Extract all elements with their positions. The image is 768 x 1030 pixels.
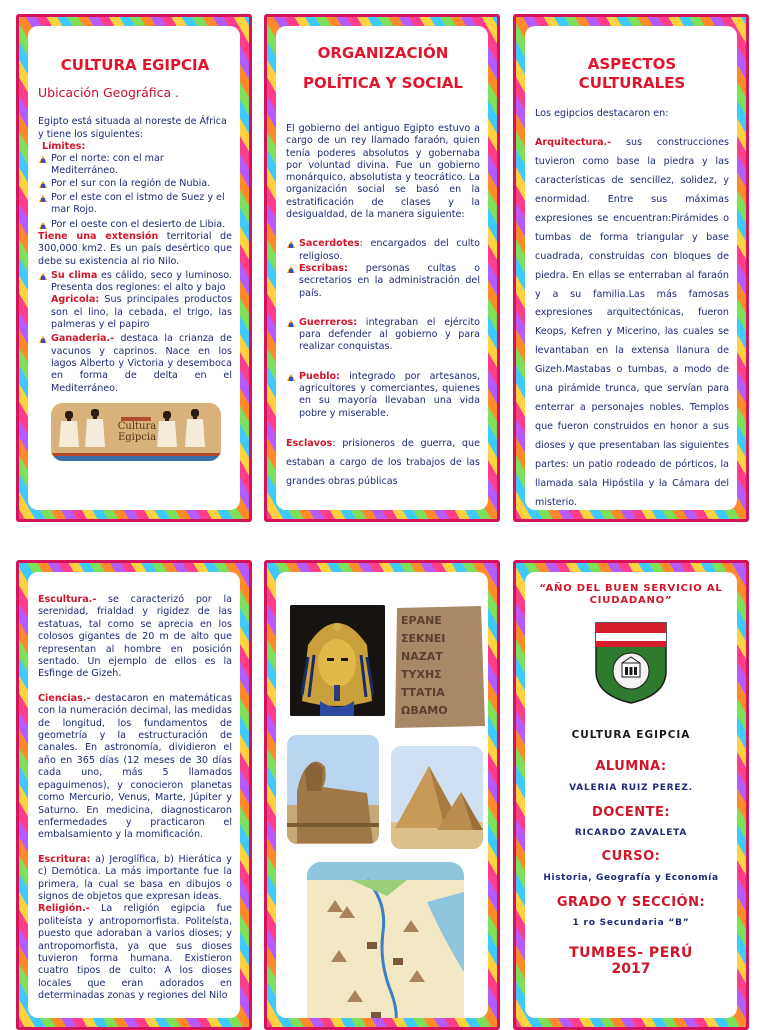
limit-item: Por el este con el istmo de Suez y el mar Rojo. <box>38 192 232 217</box>
limit-item: Por el oeste con el desierto de Libia. <box>38 219 232 231</box>
grade-label: GRADO Y SECCIÓN: <box>556 895 706 911</box>
panel-inner <box>525 26 737 510</box>
class-item <box>286 263 480 300</box>
panel-organizacion <box>264 14 500 522</box>
class-text: integrado por artesanos, agricultores y comerciantes, quienes en su mayoría llevaban una vida pobre y miserable. <box>299 370 480 419</box>
science-label: Ciencias.- <box>38 692 91 704</box>
panel-portada <box>513 560 749 1030</box>
panel-title: ASPECTOS CULTURALES <box>578 55 686 92</box>
svg-text:ΕΡΑΝΕ: ΕΡΑΝΕ <box>401 614 442 627</box>
place: TUMBES- PERÚ <box>569 944 693 961</box>
sculpture-text: se caracterizó por la serenidad, frialdad y rigidez de las estatuas, tal como se aprecia en los colosos gigantes de 20 m de alto que representan al hombre en posición sentado. Un ejemplo de ellos es la Esfinge de Gizeh. <box>38 594 232 680</box>
work-title: CULTURA EGIPCIA <box>571 729 691 741</box>
section-subtitle: Ubicación Geográfica . <box>38 85 180 100</box>
panel-ubicacion <box>16 14 252 522</box>
climate-label: Su clima <box>51 269 98 281</box>
sculpture-label: Escultura.- <box>38 594 97 605</box>
class-item <box>286 317 480 354</box>
student-label: ALUMNA: <box>595 759 667 775</box>
panel-inner <box>276 572 488 1018</box>
panel-imagenes <box>264 560 500 1030</box>
panel-content <box>38 26 232 510</box>
ganaderia-item <box>38 333 232 394</box>
motto: “AÑO DEL BUEN SERVICIO AL CIUDADANO” <box>539 583 723 606</box>
egyptian-painting-image <box>51 403 221 461</box>
climate-text: es cálido, seco y luminoso. Presenta dos regiones: el alto y bajo <box>51 269 232 294</box>
class-label: Guerreros: <box>299 316 358 328</box>
limits-label: Límites: <box>42 140 86 152</box>
religion-label: Religión.- <box>38 903 90 915</box>
class-label: Escribas: <box>299 262 348 274</box>
course-label: CURSO: <box>601 849 661 865</box>
panel-title: ORGANIZACIÓN POLÍTICA Y SOCIAL <box>303 44 463 92</box>
extension-label: Tiene una extensión <box>38 230 159 242</box>
svg-text:ΤΤΑΤΙΑ: ΤΤΑΤΙΑ <box>401 686 445 699</box>
class-label: Sacerdotes <box>299 238 360 250</box>
teacher-label: DOCENTE: <box>591 804 671 820</box>
year: 2017 <box>611 960 651 977</box>
agri-text: Sus principales productos son el lino, la cebada, el trigo, las palmeras y el papiro <box>51 294 232 331</box>
sculpture-paragraph <box>38 594 232 681</box>
slaves-text: : prisioneros de guerra, que estaban a cargo de los trabajos de las grandes obras públicas <box>286 437 480 487</box>
course-name: Historia, Geografía y Economía <box>543 872 719 883</box>
architecture-label: Arquitectura.- <box>535 137 612 149</box>
intro-text: Los egipcios destacaron en: <box>535 108 669 119</box>
climate-item <box>38 270 232 331</box>
svg-text:ΤΥΧΗΣ: ΤΥΧΗΣ <box>401 668 442 681</box>
writing-paragraph <box>38 854 232 904</box>
student-name: VALERIA RUIZ PEREZ. <box>569 782 693 793</box>
slaves-label: Esclavos <box>286 437 333 449</box>
writing-text: a) Jeroglífica, b) Hierática y c) Demótica. La más importante fue la primera, la cual se basa en dibujos o signos de objetos que expresan ideas. <box>38 853 232 902</box>
panel-aspectos <box>513 14 749 522</box>
panel-inner <box>28 572 240 1018</box>
panel-inner <box>276 26 488 510</box>
agri-label: Agricola: <box>51 294 100 306</box>
greek-inscription-stone-image <box>391 602 487 732</box>
class-text: : encargados del culto religioso. <box>299 238 480 262</box>
slaves-paragraph <box>286 434 480 491</box>
ganaderia-label: Ganaderia.- <box>51 333 115 345</box>
class-label: Pueblo: <box>299 370 340 382</box>
image-caption: Cultura Egipcia <box>117 420 157 443</box>
panel-inner <box>28 26 240 510</box>
science-paragraph <box>38 693 232 842</box>
limit-item: Por el sur con la región de Nubia. <box>38 178 232 190</box>
extension-text: territorial de 300,000 km2. Es un país desértico que debe su existencia al rio Nilo. <box>38 230 232 267</box>
panel-content <box>286 26 480 510</box>
pyramids-image <box>391 746 483 849</box>
svg-text:ΝΑΖΑΤ: ΝΑΖΑΤ <box>401 650 443 663</box>
architecture-text: sus construcciones tuvieron como base la piedra y las características de sencillez, solidez, y enormidad. Entre sus máximas expresiones se encuentran:Pirámides o tumbas de forma triangular y base cuadrada, construidas con bloques de piedra. En ellas se enterraban al faraón y a su familia.Las más famosas expresiones arquitectónicas, fueron Keops, Kefren y Micerino, las cuales se levantaban en la extensa llanura de Gizeh.Mastabas o tumbas, a modo de una pirámide trunca, que servían para enterrar a personajes nobles. Templos que fueron construidos en honor a sus dioses y que presentaban las siguientes partes: un patio rodeado de pórticos, la llamada sala Hipóstila y la Cámara del misterio. <box>535 137 729 508</box>
panel-title: CULTURA EGIPCIA <box>60 56 210 74</box>
tutankhamun-mask-image <box>290 605 385 716</box>
panel-escultura <box>16 560 252 1030</box>
teacher-name: RICARDO ZAVALETA <box>574 828 688 839</box>
svg-text:ΣΕΚΝΕΙ: ΣΕΚΝΕΙ <box>401 632 446 645</box>
sphinx-image <box>287 735 379 844</box>
religion-text: La religión egipcia fue politeísta y antropomorfista. Politeísta, puesto que adoraban a varios dioses; y antropomorfista, ya que sus dioses tuvieron forma humana. Existieron cuatro tipos de culto: A los dioses locales que eran adorados en determinadas zonas y regiones del Nilo <box>38 903 232 1002</box>
religion-paragraph <box>38 903 232 1002</box>
architecture-paragraph <box>535 134 729 510</box>
limit-item: Por el norte: con el mar Mediterráneo. <box>38 153 232 178</box>
class-item <box>286 238 480 263</box>
svg-text:ΩΒΑΜΟ: ΩΒΑΜΟ <box>401 704 448 717</box>
ganaderia-text: destaca la crianza de vacunos y caprinos. Nace en los lagos Alberto y Victoria y desemboca en forma de delta en el Mediterráneo. <box>51 333 232 394</box>
writing-label: Escritura: <box>38 853 91 865</box>
intro-text: El gobierno del antiguo Egipto estuvo a cargo de un rey llamado faraón, quien tenía poderes absolutos y gobernaba por voluntad divina. Fue un gobierno monárquico, absolutista y teocrático. La organización social se basó en la estratificación de clases y la desigualdad, de la manera siguiente: <box>286 123 480 221</box>
class-item <box>286 371 480 420</box>
panel-content <box>531 572 731 1018</box>
science-text: destacaron en matemáticas con la numeración decimal, las medidas de longitud, los fundamentos de geometría y la estructuración de canales. En astronomía, dividieron el año en 365 días (12 meses de 30 días cada uno, más 5 llamados epaguimenos), y conocieron planetas como Mercurio, Venus, Marte, Júpiter y Saturno. En medicina, diagnosticaron enfermedades y practicaron el embalsamiento y la momificación. <box>38 692 232 841</box>
panel-content <box>38 572 232 1018</box>
extension-paragraph <box>38 231 232 268</box>
grade-value: 1 ro Secundaria “B” <box>572 918 690 929</box>
nile-map-image <box>307 862 464 1018</box>
panel-content <box>535 26 729 510</box>
panel-inner <box>525 572 737 1018</box>
intro-text: Egipto está situada al noreste de África y tiene los siguientes: <box>38 116 227 140</box>
school-crest-icon <box>592 619 670 705</box>
class-text: personas cultas o secretarios en la administración del país. <box>299 262 480 299</box>
class-text: integraban el ejército para defender al gobierno y para realizar conquistas. <box>299 316 480 353</box>
